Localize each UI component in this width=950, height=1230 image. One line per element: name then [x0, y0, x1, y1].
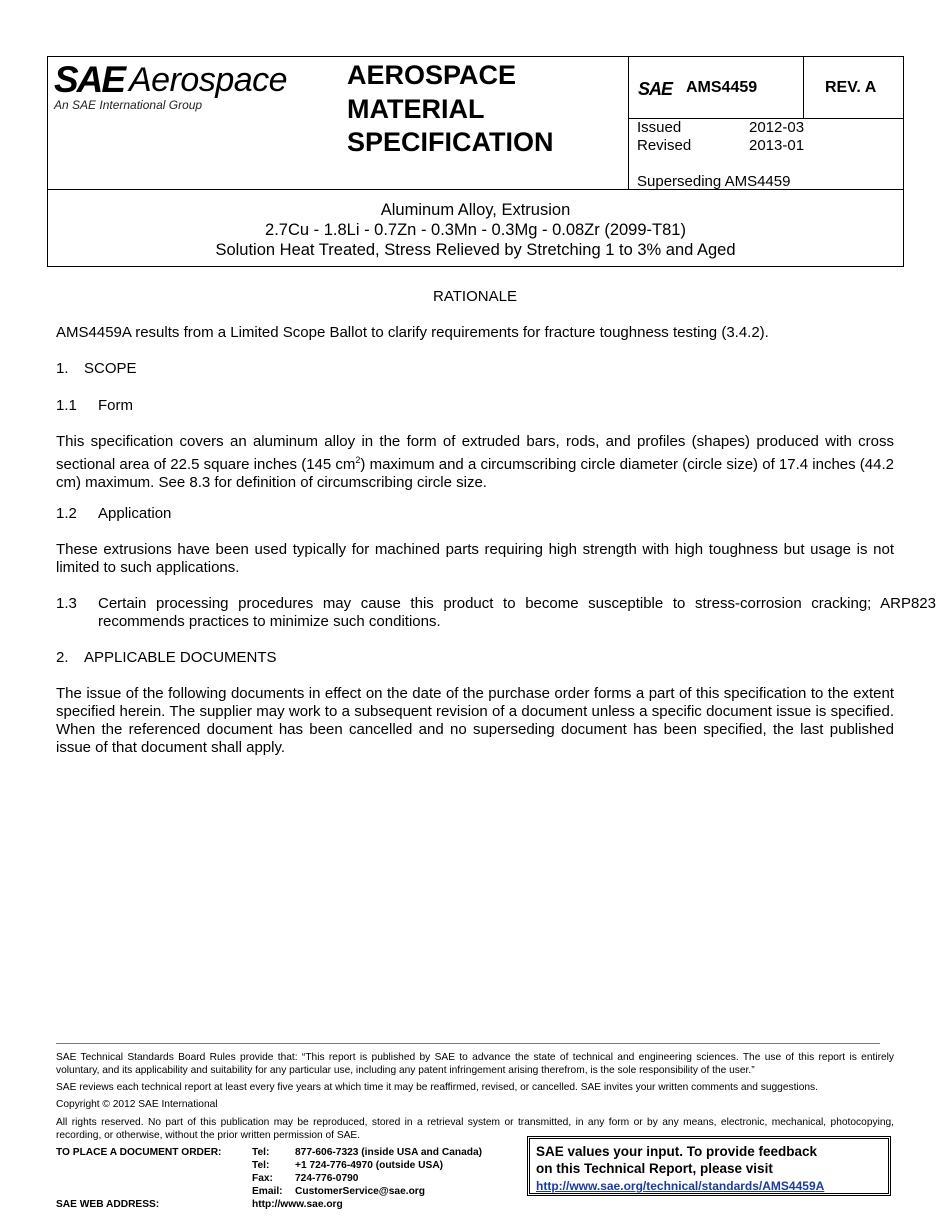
revised-date: 2013-01 [749, 137, 805, 154]
section-heading-scope [56, 360, 894, 378]
order-label: TO PLACE A DOCUMENT ORDER: [56, 1147, 222, 1158]
web-label: SAE WEB ADDRESS: [56, 1199, 160, 1210]
header-divider [803, 57, 804, 118]
application-paragraph: These extrusions have been used typically for machined parts requiring high strength with high toughness but usage is not limited to such applications. [56, 541, 894, 576]
section-number: 1.2 [56, 505, 77, 522]
section-title: Form [98, 397, 133, 414]
rationale-text: AMS4459A results from a Limited Scope Ballot to clarify requirements for fracture toughness testing (3.4.2). [56, 324, 769, 341]
superscript: 2 [355, 455, 361, 465]
section-heading-applicable-documents [56, 649, 894, 667]
spec-type-title [347, 59, 617, 160]
email-value: CustomerService@sae.org [295, 1186, 425, 1197]
email-label: Email: [252, 1186, 283, 1197]
title-line: AEROSPACE [347, 60, 517, 90]
tel-label: Tel: [252, 1147, 270, 1158]
document-header [47, 56, 904, 267]
header-divider [628, 57, 629, 189]
title-line: SPECIFICATION [347, 127, 554, 157]
footer-rights-text: All rights reserved. No part of this publication may be reproduced, stored in a retrieval system or transmitted, in any form or by any means, electronic, mechanical, photocopying, recording, or otherwise, without the prior written permission of SAE. [56, 1117, 894, 1141]
footer-rules-text: SAE Technical Standards Board Rules provide that: “This report is published by SAE to advance the state of technical and engineering sciences. The use of this report is entirely voluntary, and its applicability and suitability for any particular use, including any patent infringement arising therefrom, is the sole responsibility of the user.” [56, 1052, 894, 1076]
form-paragraph [56, 433, 894, 492]
subtitle-line: Aluminum Alloy, Extrusion [380, 201, 571, 219]
section-title: APPLICABLE DOCUMENTS [84, 649, 277, 666]
section-number: 1. [56, 360, 69, 377]
section-heading-application [56, 505, 894, 523]
sae-mini-logo: SAE [638, 79, 673, 99]
applicable-documents-paragraph: The issue of the following documents in effect on the date of the purchase order forms a part of this specification to the extent specified herein. The supplier may work to a subsequent revision of a document unless a specific document issue is specified. When the referenced document has been cancelled and no superseding document has been specified, the last published issue of that document shall apply. [56, 685, 894, 756]
logo-sae-text: SAE [54, 59, 125, 100]
revision-label: REV. A [825, 79, 877, 96]
section-1-3-paragraph [56, 595, 936, 631]
revised-label: Revised [637, 137, 692, 154]
footer-copyright: Copyright © 2012 SAE International [56, 1099, 218, 1110]
section-heading-form [56, 397, 894, 415]
logo-subtitle: An SAE International Group [54, 98, 203, 112]
section-number: 1.3 [56, 595, 77, 612]
section-title: SCOPE [84, 360, 137, 377]
subtitle-line: Solution Heat Treated, Stress Relieved by Stretching 1 to 3% and Aged [215, 241, 736, 259]
issue-dates [637, 119, 804, 155]
tel2-value: +1 724-776-4970 (outside USA) [295, 1160, 444, 1171]
superseding-note: Superseding AMS4459 [637, 173, 791, 190]
material-description [48, 200, 903, 260]
web-value: http://www.sae.org [252, 1199, 343, 1210]
paragraph-text: ) maximum and a circumscribing circle diameter (circle size) of 17.4 inches (44.2 cm) maximum. See 8.3 for definition of circumscribing circle size. [56, 456, 894, 491]
tel-value: 877-606-7323 (inside USA and Canada) [295, 1147, 483, 1158]
rationale-heading: RATIONALE [433, 288, 517, 305]
paragraph-text: This specification covers an aluminum alloy in the form of extruded bars, rods, and profiles (shapes) produced with cross sectional area of 22.5 square inches (145 cm [56, 433, 894, 473]
feedback-box [527, 1136, 891, 1196]
issued-date: 2012-03 [749, 119, 805, 136]
section-number: 1.1 [56, 397, 77, 414]
footer-review-text: SAE reviews each technical report at least every five years at which time it may be reaffirmed, revised, or cancelled. SAE invites your written comments and suggestions. [56, 1082, 818, 1093]
section-number: 2. [56, 649, 69, 666]
tel2-label: Tel: [252, 1160, 270, 1171]
feedback-link[interactable]: http://www.sae.org/technical/standards/AMS4459A [536, 1179, 825, 1193]
logo-aerospace-text: Aerospace [129, 61, 288, 99]
title-line: MATERIAL [347, 93, 485, 124]
feedback-text: on this Technical Report, please visit [536, 1161, 773, 1176]
paragraph-text: Certain processing procedures may cause this product to become susceptible to stress-corrosion cracking; ARP823 recommends practices to minimize such conditions. [98, 595, 936, 630]
fax-label: Fax: [252, 1173, 273, 1184]
footer-rule [56, 1043, 880, 1044]
subtitle-line: 2.7Cu - 1.8Li - 0.7Zn - 0.3Mn - 0.3Mg - 0.08Zr (2099-T81) [265, 221, 686, 239]
document-number: AMS4459 [686, 79, 758, 96]
issued-label: Issued [637, 119, 682, 136]
section-title: Application [98, 505, 172, 522]
fax-value: 724-776-0790 [295, 1173, 359, 1184]
feedback-text: SAE values your input. To provide feedback [536, 1144, 818, 1159]
